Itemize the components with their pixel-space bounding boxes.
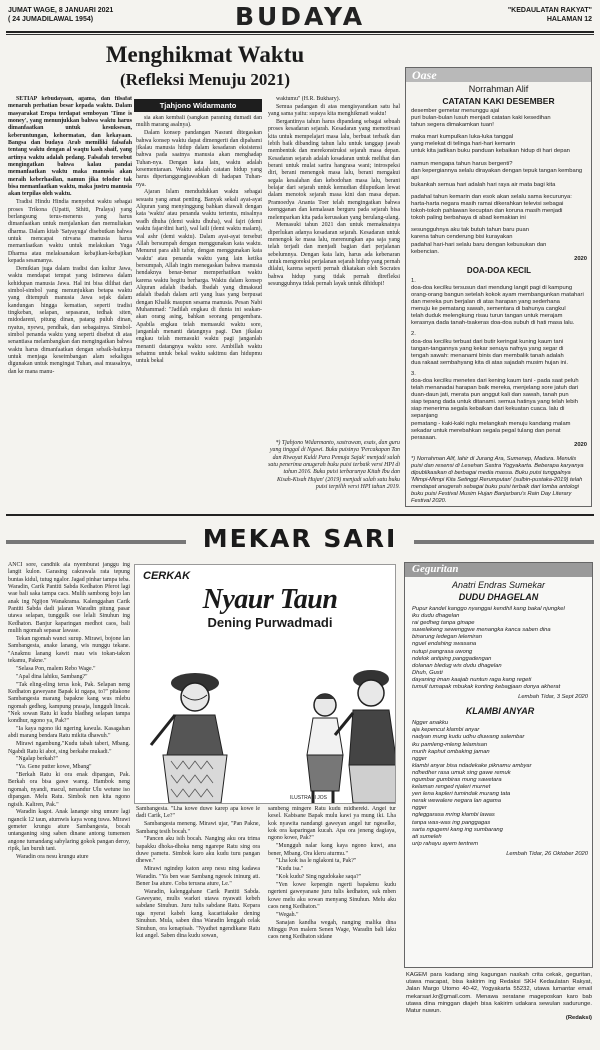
paragraph: Sambangesta meneng. Mirawi ujar, "Pan Pakne, Sambang tesih bocah." [136, 821, 260, 835]
paragraph: "Pancen aku isih bocah. Nanging aku ora trima bapakku dhoka-dhoka neng ngarepe Ratu sing ora duwe pametu. Simbok karo aku kudu turu pangan dhewe." [136, 836, 260, 865]
paragraph: "Ngalap berkah?" [16, 756, 58, 763]
paragraph: Sanajan kandha wegah, nanging malika dina Minggu Pon malem Senen Wage, Waradin bali laku caos neng Kedhaton sidane [268, 919, 396, 941]
paragraph: "Berkah Ratu ki ora enak dipangan, Pak. Berkah ora bisa gawe wareg. Hambok neng ngomah, nyandi, macul, nenandur Ulu wetune iso dipangan. Melu Ratu. Simbok nen kita ngono ngisih. Kaliren, Pak." [8, 772, 130, 808]
header-date: JUMAT WAGE, 8 JANUARI 2021 ( 24 JUMADILAWAL 1954) [8, 7, 114, 23]
essay-subtitle: (Refleksi Menuju 2021) [120, 70, 290, 89]
poem-sign: Lembah Tidar, 3 Sept 2020 [518, 694, 588, 701]
paragraph: "Lha kok isa le nglakoni ta, Pak?" [276, 858, 357, 865]
oase-label: Oase [412, 68, 437, 82]
geguritan-author: Anatri Endras Sumekar [451, 580, 546, 590]
geguritan-poems: Pupur kandel kanggo nyanggai kendhil kang bakal njungkel iku dudu dhagelan rai gedheg tanpa ginape suwelekeng sewenggwe menangka kanca saben dina binarung ledegan lelemiran nguel endahing swasana nutupi pangrasa uwong ndelok antiping panggadengan dolanan bledug wis dudu dhagelan Dhuh, Gusti dayaning iman kaajab nuntun raga kang regeti tumuli tumapak mbukak konting kebagjaan donya akherat Lembah Tidar, 3 Sept 2020 KLAMBI ANYAR Ngger anakku aja kepencut klambi anyar nadyan mung kudu udhu diuwang salembar iku pamleng-mleng lelamisan murih kaphut ombaking jaman ngger klambi anyar bisa ndadekake piknamu ambyar ndhedher rasa umuk sing gawe remuk ngumbar gumbiras mung sawetara kelaman renged njaleri murnet yen lena kapleri tumindak murang tata nerak wewalere negara lan agama ngger ngleggarasa mring klambi lawas tanpa was-was ing panggagas sarta ngugemi kang ing sumbarang ati sumeleh urip rahayu ayem tentrem Lembah Tidar, 26 Oktober 2020 [412, 606, 588, 857]
paragraph: Waradin, kalenggahane Carik Pantiti Sabda. Gaweyane, mulis warket utawa nyawati kebeh sabdane Sinuhun. Juru tulis sabdane Ratu. Kepara uga nyerat kabeh kang kacaritakake dening Sinuhun. Mula, saben dina Waradin lenggah celak Sinuhun, ora kenapisah. "Nyathet ngendikane Ratu kui angel. Saben dina kudu sowan, [136, 888, 260, 939]
geguritan-label: Geguritan [412, 563, 459, 575]
poem-sign: Lembah Tidar, 26 Oktober 2020 [506, 850, 588, 857]
paragraph: "Apal dina lahiku, Sambang?" [16, 673, 88, 680]
geguritan-title-2: KLAMBI ANYAR [465, 706, 535, 717]
stanza: padahal tahun kemarin dan esok akan selalu sama kecurunya: harta-harta negara masih ramai dikerahkan televisi sebagai tokoh-tokoh pahlawan kecuptan dan koruna masih menjadi tokoh paling berbahaya di abad kemakian ini [411, 193, 572, 222]
header-publication: "KEDAULATAN RAKYAT" HALAMAN 12 [507, 7, 592, 23]
paragraph: Waradin ora nesu krungu ature [16, 853, 89, 860]
paragraph: Mirawi ngindep katon arep nesu ning kadawa Waradin. "Ya ben wae Sambang ngesok ininurg ati. Bener Isa ature. Coba terusna ature, Le." [136, 866, 260, 887]
oase-poem-title-2: DOA-DOA KECIL [466, 265, 532, 275]
paragraph: "Wegah." [276, 911, 299, 918]
paragraph: sambeng mingere Ratu kudu midhereki. Angel tur kesel. Kabisane Bapak mulu kawi ya mung iki. Lha kok nyawita nandangi gaweyan angel tur ngeselke, kok ora kaparingan kucah. Apa ora jeneng dagiaya, ngono kowe, Pak?" [268, 806, 396, 842]
paragraph: ANCI sore, candhik ala nyemburat janggu ing langit kulon. Garasing cakrawala rata tepung buntas kidul, tutug ngalor. Jagad pinhar tampa teba. Waradin, Carik Pantiti Sabda Kedhaton Pferot lagi wae bali saka tampa cacs. Mulih sambong bojo lan anak ing Ngijon Wanakrama. Kalenggahan Carik Pantiti Sabda dadi jalaran Waradin pitung pasar utawa selapan, tunggulk ose lelali Sinuhun ing Kedhaton. Banjur kaparingan medhot caos, bali mulih ngomah sepasar lawase. [8, 562, 130, 635]
section-rule [6, 514, 594, 516]
paragraph: Semua padangan di atas mengisyaratkan satu hal yang sama yaitu: supaya kita menghikmati waktu! [268, 103, 400, 118]
cerkak-author: Dening Purwadmadi [207, 615, 333, 630]
stanza: sesungguhnya aku tak butuh tahun baru puan karena tahun cenderung bisi kurayakan padahal hari-hari selalu baru dengan kebusukan dan kebencian. [411, 227, 547, 255]
oase-author: Norrahman Alif [468, 84, 529, 94]
paragraph: Tekan ngomah wanci surup. Mirawi, bojone lan Sambangesta, anake lanang, wis nunggu tekane. "Anakmu lanang kawit mau wis tokan-takon tekamu, Pakne." [8, 635, 130, 664]
paragraph: SETIAP kebudayaan, agama, dan filsafat menaruh perhatian besar kepada waktu. Dalam masyarakat Eropa terdapat semboyan 'Time is money', yang menunjukkan bahwa waktu harus dimanfaatkan untuk kesuksesan, keberuntungan, kehormatan, dan kekayaan. Bangsa dan budaya Arab memiliki falsafah tentang waktu dengan al waqtu kash shaif, yang artinya waktu adalah pedang. Falsafah tersebut mengingatkan bahwa kalau pandai memanfaatkan waktu maka manusia akan meraih keberhasilan, namun jika telodor tak bisa memanfaatkan waktu, maka justru manusia akan terpilas oleh waktu. [8, 96, 132, 198]
paragraph: Mirawi ngambung."Kudu tabah taberi, Mbang. Ngabdi Ratu ki abot, sing berkahe mukadi." [8, 741, 130, 755]
paragraph: Bergantinya tahun harus dipandang sebagai sebuah proses kesadaran sejarah. Kesadaran yang memotivasi kita untuk mempelajari masa lalu, berbuat terbaik dan lebih baik dibanding tahun lalu untuk tanggap jawab membentuk dan merekonstruksi sejarah masa depan. Kesadaran sejarah adalah kesadaran untuk melihat dan berani untuk mulat sarira hangrasa wani; introspeksi diri, berani menengok masa lalu, berani mengakui segala kesalahan dan kebodohan masa lalu, berani belajar dari sejarah untuk kemudian diluputkan lewat dalam menotok sejarah masa kini dan masa depan. Pramoedya Ananta Toer telah mengingatkan bahwa keengganan dan kemalasan berguru pada sejarah bisa melemparkan kita pada kerusakan yang berulang-ulang. [268, 119, 400, 221]
paragraph: "Selasa Pon, malem Rebo Wage." [16, 665, 96, 672]
paragraph: "Yen kowe kepengin ngerti bapakmu kudu ngerteni gaweyanane juru tulis kedhaton, suk mben kowe melu aku sowan menyang Sinuhun. Melu aku caos neng Kedhaton." [268, 881, 396, 910]
paragraph: "Kok kudu? Sing ngudokake saqa?" [276, 874, 361, 881]
paragraph: Waradin kagot. Anak lanange sing umure lagi ngancik 12 taun, aturnwis kaya wong tuwa. Mirawi gemeter krungu ature Sambangesta, bocah untanganing sing saben dinane antong tumemen angone tumandang sabylaring gokok pangan deroy, ripik, lan buruh tani. [8, 809, 130, 853]
poem-item: 1. doa-doa kecilku tersusun dari mendung langit pagi di kampung orang-orang bangun setelah kokok ayam membangunkan matahari dan mereka pun berjalan di atas harapan yang sederhana menuju ke pematang sawah, sementara di bahunya cangkul telah duduk melengkung risau turun tangan untuk merajam kerasnya dada tanah-tsakeras doa-doa subuh di hati masa lalu. [411, 277, 584, 327]
paragraph: "Ya. Gene putter kowe, Mbang" [16, 764, 92, 771]
essay-author-tag: Tjahjono Widarmanto [134, 99, 262, 112]
paragraph: Memasuki tahun 2021 dan untuk memaknainya diperlukan adanya kesadaran sejarah. Kesadaran untuk menengok ke masa lalu, merenungkan apa saja yang telah terjadi dan menjadi bagian dari perjalanan sebelumnya. Dengan kata lain, harus ada kebenaran untuk mengoreksi perjalanan sejarah hidup yang pernah dilalui, karena seperti pernah dikatakan oleh Socrates bahwa hidup yang tidak pernah direfleksi sesungguhnya tidak pernah layak untuk dihidupi! [268, 222, 400, 288]
paragraph: Demikian juga dalam tradisi dan kultur Jawa, waktu mendapat tempat yang istimewa dalam kehidupan manusia Jawa. Hal ini bisa dilihat dari simbol-simbol yang menunjukkan betapa waktu yang ditempuh manusia Jawa sejak dalam kandungan hingga kematian, seperti tradisi tingkeban, selapan, sepasaran, tedhak siten, midodareni, pitung dinan, patang puluh dinan, nyatus, nyewu, pendhak, dan sebagainya. Simbol-simbol penanda waktu yang seperti disebut di atas senantiasa melambangkan dan mengingatkan bahwa waktu harus dimanfaatkan dengan sebaik-baiknya untuk menjaga keseimbangan alam sekaligus digunakan untuk mengingat Tuhan, asal muasalnya, dan ke mana manu- [8, 265, 132, 375]
essay-column-2 [136, 115, 262, 504]
submission-notice: KAGEM para kadang sing kagungan naskah crita cekak, geguritan, utawa macapat, bisa kakirim ing Redaksi SKH Kedaulatan Rakyat, Jalan Margo Utomo 40-42, Yogyakarta 55232, utawa lumantar email mekarsari.kr@gmail.com. Menawa seratane mageposkan karo bab utawa dina minggan diajeh bisa kakirim udakara sewulan sadurunge. Matur nuwun. (Redaksi) [406, 972, 592, 1022]
paragraph: Tradisi Hindu Hindia menyebut waktu sebagai proses Trikona (Upatti, Sthiti, Pralaya) yang berlangsung terus-menerus yang harus dimanfaatkan untuk menjalankan dan memuliakan dharma. Dalam kitab 'Satyayuga' disebutkan bahwa untuk mencapai nirvana manusia harus memanfaatkan waktu untuk melakukan Yuga Dharma atau melaksanakan kebajikan-kebajikan kepada sesamanya. [8, 199, 132, 265]
paragraph: waktumu" (H.R. Bukhary). [276, 96, 341, 102]
paragraph: "Ia kaya ngono iki ngering kawula. Kasagahan abdi marang bendara Ratu mikita dhawuh." [8, 726, 130, 740]
poem-item: 3. doa-doa kecilku menetes dari kening kaum tani - pada saat peluh telah menanadai harapan baik mereka, menjelang sore jatuh dari duan-daun jati, merata pun anggut kali dan sawah, tanah pun siap tepang dada untuk ditanami. semua hatinya yang telah lebih siap menerima segala kebaikan dari kekuatan cuaca. lalu di sepanjang pematang - kaki-kaki nglu melangkah menuju kandang malam sekadar untuk merebahkan segala pegal tulang dan penat perasaan. [411, 370, 579, 441]
stanza: namun mengapa tahun harus bergenti? dan kepergiannya selalu dirayakan dengan tepuk tangan kembang api bukankah semua hari adalah hari raya air mata bagi kita [411, 160, 583, 188]
geguritan-title: DUDU DHAGELAN [458, 592, 539, 602]
paragraph: Sambangesta. "Lha kowe duwe karep apa kowe le dadi Carik, Le?" [136, 806, 260, 820]
rubric-title: BUDAYA [234, 2, 366, 31]
oase-bio: *) Norrahman Alif, lahir di Jurang Ara, Sumenep, Madura. Menulis puisi dan resensi di Lesehan Sastra Yogyakarta. Beberapa karyanya dipublikasikan di berbagai media massa. Buku puisi tunggalnya 'Mimpi-Mimpi Kita Setinggi Rerumputan' (sulbin-pustaka-2019) telah mendapat anugerah sebagai buku puisi terbaik dari lomba antologi buku puisi Festival Musim Hujan Banjarbaru's Rain Day Literary Festival 2020. [411, 456, 584, 504]
essay-column-3 [268, 96, 400, 438]
stanza: maka mari kumpulkan luka-luka tanggal yang melekat di telinga hari-hari kemarin untuk kita jadikan buku panduan kebaikan hidup di hari depan [411, 134, 570, 155]
essay-author-note: *) Tjahjono Widarmanto, sastrawan, esais, dan guru yang tinggal di Ngawi. Buku puisinya 'Percakapan Tan dan Riwayat Kuldi Para Pemuja Sajak' menjadi salah satu penerima anugerah buku puisi terbaik versi HPI di tahun 2016. Buku puisi terbarunya Kitab Ibu dan Kisah-Kisah Hujan' (2019) menjadi salah satu buku puisi terpilih versi HPI tahun 2019. [268, 440, 400, 491]
poem-year: 2020 [574, 441, 587, 448]
oase-poem-title: CATATAN KAKI DESEMBER [442, 96, 555, 106]
header-rule-thin [6, 34, 594, 35]
cerkak-column-2a [136, 806, 260, 1048]
essay-column-1 [8, 96, 132, 504]
paragraph: Ajaran Islam mendudukkan waktu sebagai sesuatu yang amat penting. Banyak sekali ayat-ayat Alquran yang menyinggung bahkan diawali dengan kata 'waktu' atau penanda waktu tertentu, misalnya wadh dhuha (demi waktu dhuha), wal fajri (demi waktu fajar/dini hari), wal laili (demi waktu malam), wal ashr (demi waktu). Dalam ayat-ayat tersebut Allah bersumpah dengan menggunakan kata waktu. Menurut para ahli tafsir, dengan menggunakan kata 'waktu' atau penanda waktu yang lain ketika bersumpah, Allah ingin menegaskan bahwa manusia hendaknya benar-benar memperhatikan waktu karena waktu begitu berharga. Waktu dalam konsep Alquran adalah ibadah. Ibadah yang dimaksud adalah ibadah dalam arti yang luas yang berpusat dengan Khalik maupun sesama manusia. Pesan Nabi Muhammad: "Jadilah engkau di dunia ini seakan-akan orang asing, bahkan seorang pengembara. Apabila engkau telah memasuki waktu sore, janganlah menanti datangnya pagi. Dan jikalau engkau telah memasuki waktu pagi janganlah menanti datangnya waktu sore. Ambillah waktu sehatmu untuk bekal waktu sakitmu dan hidupmu untuk bekal [136, 189, 262, 365]
notice-sign: (Redaksi) [565, 1015, 592, 1022]
cerkak-column-1 [8, 562, 130, 1048]
paragraph: "Kudu isa." [276, 866, 304, 873]
section-title: MEKAR SARI [202, 524, 398, 553]
illustration-credit: ILUSTRASI JOS [290, 795, 327, 801]
paragraph: sia akan kembali (sangkan paraning dumadi dan mulih marang asalnya). [136, 115, 262, 129]
poem-item: 2. doa-doa kecilku terbuat dari butir keringat kuning kaum tani tangan-tangannya yang kekar senuya nafnya yang segar di tengah sawah: menanami binis dan membalik tanah adalah dua rakaat sembahyang kita di atas sajadah musim hujan ini. [411, 331, 568, 366]
cerkak-title: Nyaur Taun [202, 584, 338, 615]
oase-poems [411, 108, 587, 449]
paragraph: Dalam konsep pandangan Nasrani ditegaskan bahwa konsep waktu dapat dimengerti dan dipahami jikalau manusia hidup dalam kesadaran eksistensi bahwa pada saatnya manusia akan menghadap Tuhan-nya. Dengan kata lain, waktu adalah kesementaraan. Waktu adalah catatan hidup yang harus dipertanggungjawabkan di hadapan Tuhan-nya. [136, 130, 262, 188]
paragraph: "Tak eling-eling terus kok, Pak. Selapan neng Kedhaton gaweyane Bapak ki ngapa, to?" pitakone Sambangesta marang bapakne kang wus mlebu ngomah gedheg, kampung prasaja, lungguh lincak. "Nek sowan Ratu ki kudu bladheg selapan tampa kondhur, ngono ya, Pak?" [8, 681, 130, 725]
essay-title: Menghikmat Waktu [105, 42, 305, 67]
stanza: desember gemetar menunggu ajal puri bulan-bulan lusuh menjadi catatan kaki kesedihan tahun segera dimakamkan tuan! [411, 108, 551, 129]
cerkak-label: CERKAK [143, 570, 191, 582]
poem-year: 2020 [574, 255, 587, 262]
cerkak-column-2b [268, 806, 396, 1048]
paragraph: "Mungguh nalar kang kaya ngono kuwi, ana bener, Mbang. Ora kleru aturmu." [268, 843, 396, 857]
header-rule [6, 31, 594, 33]
